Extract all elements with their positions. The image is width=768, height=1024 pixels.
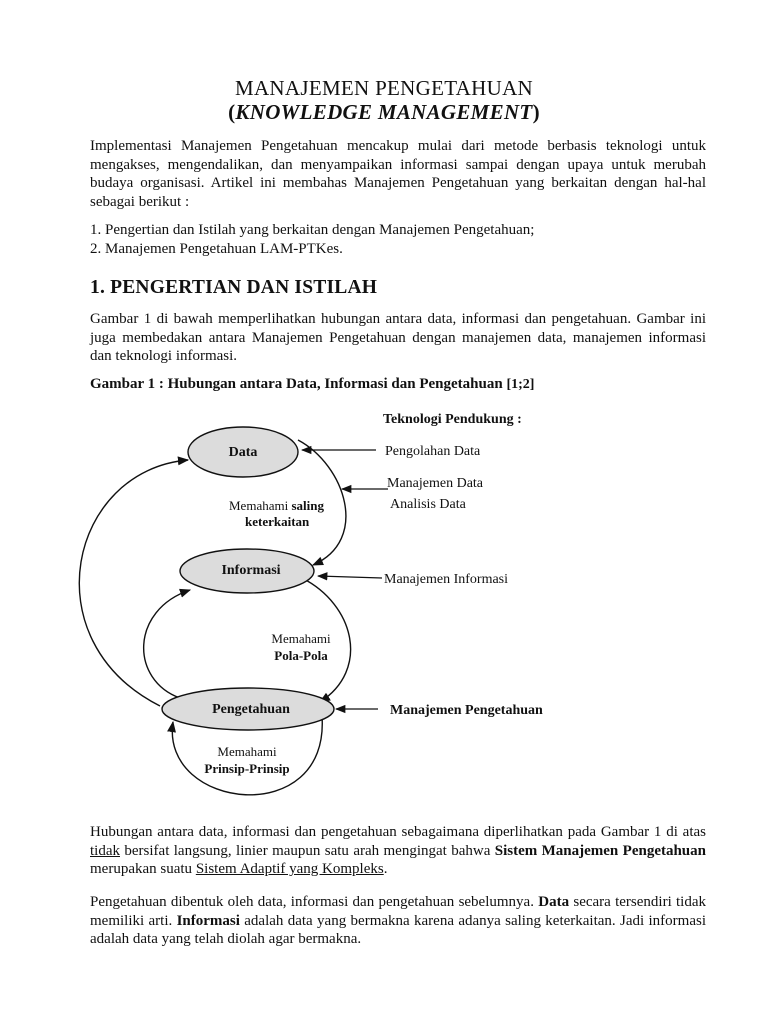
list-item: 1. Pengertian dan Istilah yang berkaitan dengan Manajemen Pengetahuan; — [90, 222, 535, 238]
label-memahami-saling: Memahami saling — [229, 498, 324, 513]
svg-text:Pengetahuan: Pengetahuan — [212, 702, 290, 717]
intro-paragraph: Implementasi Manajemen Pengetahuan mencakup mulai dari metode berbasis teknologi untuk mengakses, mengendalikan, dan menyampaikan informasi sampai dengan upaya untuk merubah budaya organisasi. Artikel ini membahas Manajemen Pengetahuan yang berkaitan dengan hal-hal sebagai berikut : — [90, 138, 706, 210]
relationship-diagram — [0, 400, 768, 810]
diagram-header: Teknologi Pendukung : — [383, 412, 522, 427]
tech-analisis-data: Analisis Data — [390, 497, 466, 512]
list-item: 2. Manajemen Pengetahuan LAM-PTKes. — [90, 241, 343, 257]
text-sistem-adaptif: Sistem Adaptif yang Kompleks — [195, 861, 384, 877]
arrow-pengetahuan-to-data — [79, 460, 188, 706]
section-paragraph: Gambar 1 di bawah memperlihatkan hubungan antara data, informasi dan pengetahuan. Gambar ini juga membedakan antara Manajemen Pengetahuan dengan manajemen data, manajemen informasi dan teknologi informasi. — [90, 311, 706, 364]
tech-manajemen-data: Manajemen Data — [387, 476, 484, 491]
document-title: MANAJEMEN PENGETAHUAN — [234, 76, 534, 100]
tech-manajemen-informasi: Manajemen Informasi — [384, 572, 509, 587]
tech-manajemen-pengetahuan: Manajemen Pengetahuan — [390, 703, 543, 718]
paragraph-hubungan: Hubungan antara data, informasi dan pengetahuan sebagaimana diperlihatkan pada Gambar 1 di atas tidak bersifat langsung, linier maupun satu arah mengingat bahwa Sistem Manajemen Pengetahuan merupakan suatu Sistem Adaptif yang Kompleks. — [90, 824, 706, 877]
label-pola-pola: Pola-Pola — [274, 648, 328, 663]
section-heading: 1. PENGERTIAN DAN ISTILAH — [90, 277, 378, 298]
figure-caption: Gambar 1 : Hubungan antara Data, Informasi dan Pengetahuan [1;2] — [90, 376, 535, 392]
text-sistem-manajemen: Sistem Manajemen Pengetahuan — [494, 842, 706, 859]
svg-text:Data: Data — [228, 445, 258, 460]
label-memahami-prinsip: Memahami — [217, 744, 277, 759]
paragraph-pengetahuan: Pengetahuan dibentuk oleh data, informasi dan pengetahuan sebelumnya. Data secara tersendiri tidak memiliki arti. Informasi adalah data yang bermakna karena adanya saling keterkaitan. Jadi informasi adalah data yang telah diolah agar bermakna. — [90, 894, 707, 947]
node-pengetahuan — [162, 688, 334, 730]
text-data: Data — [538, 894, 570, 910]
text-tidak: tidak — [90, 842, 120, 859]
arrow-manajemen-informasi — [318, 576, 382, 578]
svg-text:Informasi: Informasi — [221, 563, 281, 578]
label-prinsip-prinsip: Prinsip-Prinsip — [204, 761, 290, 776]
node-data — [188, 427, 298, 477]
text-informasi: Informasi — [176, 912, 240, 929]
caption-reference: [1;2] — [506, 377, 535, 392]
arrow-pengetahuan-to-informasi — [144, 590, 190, 698]
node-informasi — [180, 549, 314, 593]
subtitle-italic: KNOWLEDGE MANAGEMENT — [235, 100, 533, 124]
label-keterkaitan: keterkaitan — [245, 514, 310, 529]
document-subtitle: (KNOWLEDGE MANAGEMENT) — [228, 100, 540, 124]
label-memahami-pola: Memahami — [271, 631, 331, 646]
tech-pengolahan-data: Pengolahan Data — [385, 444, 481, 459]
